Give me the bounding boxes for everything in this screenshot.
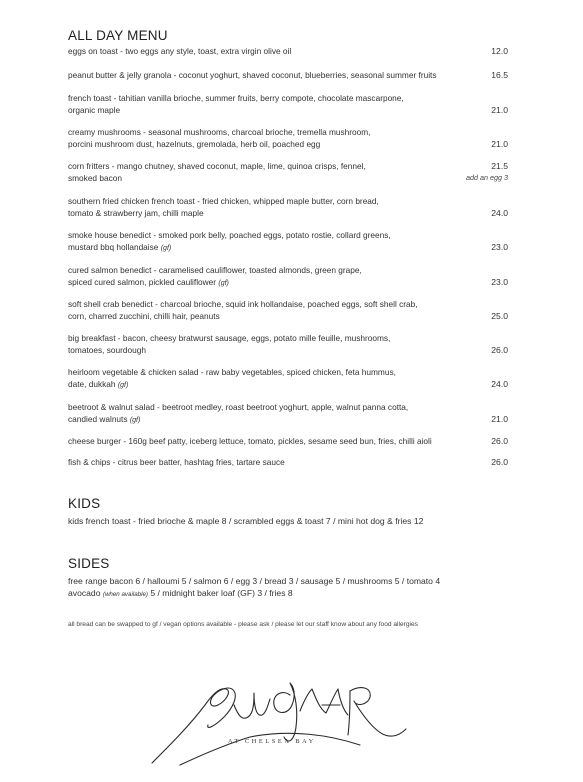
menu-item-line: big breakfast - bacon, cheesy bratwurst sausage, eggs, potato mille feuille, mushrooms, [68, 333, 391, 343]
gluten-free-note: (gf) [218, 280, 229, 287]
menu-item [68, 401, 508, 427]
menu-item-line-text: spiced cured salmon, pickled cauliflower [68, 277, 217, 287]
menu-item [68, 435, 508, 447]
menu-item [68, 92, 508, 116]
menu-item-price: 24.0 [491, 208, 508, 218]
menu-item-description [68, 195, 488, 219]
all-day-menu-title: ALL DAY MENU [68, 28, 168, 43]
menu-item-price: 21.0 [491, 414, 508, 424]
menu-item [68, 229, 508, 255]
logo-subtitle: AT CHELSEA BAY [228, 738, 316, 745]
gluten-free-note: (gf) [129, 417, 141, 424]
menu-item-price: 26.0 [491, 457, 508, 467]
menu-item-price: 23.0 [491, 277, 508, 287]
menu-item-line: beetroot & walnut salad - beetroot medley, roast beetroot yoghurt, apple, walnut panna cotta, [68, 402, 409, 412]
menu-item-line: soft shell crab benedict - charcoal brioche, squid ink hollandaise, poached eggs, soft shell crab, [68, 299, 418, 309]
menu-item-line-text: mustard bbq hollandaise [68, 242, 159, 252]
menu-item-line: corn fritters - mango chutney, shaved coconut, maple, lime, quinoa crisps, fennel, [68, 161, 366, 171]
menu-item-price: 24.0 [491, 379, 508, 389]
menu-item-description [68, 229, 488, 255]
menu-item-description [68, 332, 488, 356]
menu-item-line-text: candied walnuts [68, 414, 128, 424]
menu-item [68, 45, 508, 57]
menu-item-line: creamy mushrooms - seasonal mushrooms, charcoal brioche, tremella mushroom, [68, 127, 371, 137]
sides-line-1: free range bacon 6 / halloumi 5 / salmon 6 / egg 3 / bread 3 / sausage 5 / mushrooms 5 / tomato 4 [68, 576, 441, 586]
menu-item-price: 26.0 [491, 345, 508, 355]
menu-item [68, 298, 508, 322]
menu-item-description [68, 69, 488, 81]
menu-item-line-text: date, dukkah [68, 379, 116, 389]
menu-item-line: porcini mushroom dust, hazelnuts, gremolada, herb oil, poached egg [68, 139, 321, 149]
gluten-free-note: (gf) [160, 245, 172, 252]
menu-item-line: smoked bacon [68, 173, 122, 183]
menu-item [68, 332, 508, 356]
menu-item-line: cured salmon benedict - caramelised cauliflower, toasted almonds, green grape, [68, 265, 362, 275]
kids-title: KIDS [68, 496, 101, 511]
menu-item-line: tomato & strawberry jam, chilli maple [68, 208, 204, 218]
menu-item-description [68, 435, 488, 447]
menu-item-price: 23.0 [491, 242, 508, 252]
menu-item [68, 69, 508, 81]
menu-item-line: southern fried chicken french toast - fried chicken, whipped maple butter, corn bread, [68, 196, 379, 206]
menu-item-line [68, 276, 488, 290]
menu-item-line: french toast - tahitian vanilla brioche, summer fruits, berry compote, chocolate mascarpone, [68, 93, 404, 103]
menu-item-description [68, 126, 488, 150]
menu-item-price: 25.0 [491, 311, 508, 321]
sides-title: SIDES [68, 556, 110, 571]
menu-item [68, 195, 508, 219]
menu-item-price: 26.0 [491, 436, 508, 446]
menu-item-line: organic maple [68, 105, 121, 115]
menu-item-price: 16.5 [491, 70, 508, 80]
menu-item-line: heirloom vegetable & chicken salad - raw baby vegetables, spiced chicken, feta hummus, [68, 367, 396, 377]
menu-item-description [68, 160, 488, 184]
menu-item-line [68, 241, 488, 255]
menu-item [68, 126, 508, 150]
menu-item [68, 264, 508, 290]
add-egg-extra: add an egg 3 [466, 173, 508, 182]
menu-item-description [68, 401, 488, 427]
menu-item-description [68, 45, 488, 57]
menu-item-description [68, 264, 488, 290]
menu-item-description [68, 456, 488, 468]
menu-item [68, 456, 508, 468]
sides-avocado: avocado [68, 588, 101, 598]
menu-item-description [68, 298, 488, 322]
sugar-logo [150, 665, 410, 775]
menu-item-line: eggs on toast - two eggs any style, toast, extra virgin olive oil [68, 46, 292, 56]
menu-item-price: 12.0 [491, 46, 508, 56]
menu-item-line: smoke house benedict - smoked pork belly, poached eggs, potato rostie, collard greens, [68, 230, 391, 240]
sides-line-2 [68, 587, 293, 601]
menu-item-line: fish & chips - citrus beer batter, hashtag fries, tartare sauce [68, 457, 285, 467]
menu-item-line [68, 378, 488, 392]
menu-item-description [68, 366, 488, 392]
sides-rest: 5 / midnight baker loaf (GF) 3 / fries 8 [150, 588, 293, 598]
menu-item [68, 366, 508, 392]
menu-item-price: 21.0 [491, 105, 508, 115]
menu-item-description [68, 92, 488, 116]
menu-item-line: cheese burger - 160g beef patty, iceberg lettuce, tomato, pickles, sesame seed bun, fries, chilli aioli [68, 436, 432, 446]
menu-item-line: corn, charred zucchini, chilli hair, peanuts [68, 311, 220, 321]
menu-item-line [68, 413, 488, 427]
menu-item-line: peanut butter & jelly granola - coconut yoghurt, shaved coconut, blueberries, seasonal summer fruits [68, 70, 437, 80]
gluten-free-note: (gf) [117, 382, 129, 389]
allergy-note: all bread can be swapped to gf / vegan options available - please ask / please let our staff know about any food allergies [68, 621, 418, 628]
menu-item-line: tomatoes, sourdough [68, 345, 146, 355]
menu-item [68, 160, 508, 184]
sides-avocado-note: (when available) [102, 591, 148, 598]
menu-item-price: 21.0 [491, 139, 508, 149]
kids-line: kids french toast - fried brioche & maple 8 / scrambled eggs & toast 7 / mini hot dog & fries 12 [68, 516, 424, 526]
menu-item-price: 21.5 [491, 161, 508, 171]
